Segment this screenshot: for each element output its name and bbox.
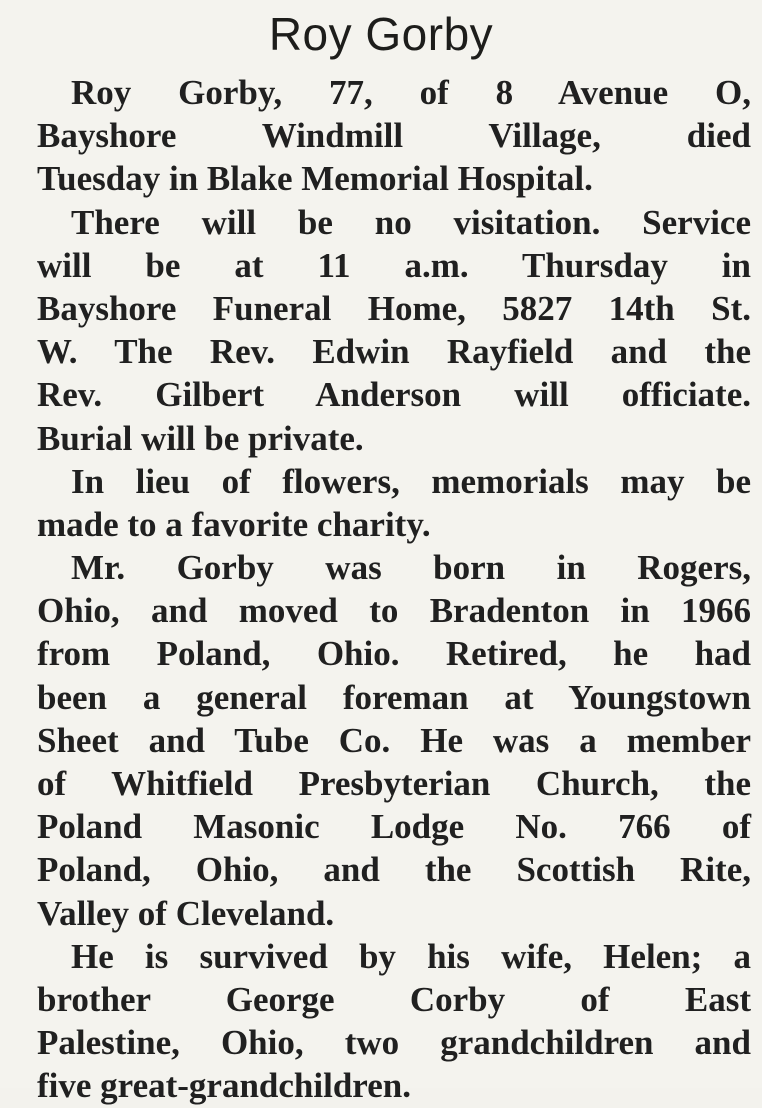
paragraph-memorials — [37, 460, 751, 546]
text-line: Ohio, and moved to Bradenton in 1966 — [37, 591, 751, 631]
paragraph-survivors — [37, 935, 751, 1108]
text-line: five great-grandchildren. — [37, 1066, 411, 1106]
paragraph-death-notice — [37, 71, 751, 201]
text-line: Poland Masonic Lodge No. 766 of — [37, 807, 751, 847]
text-line: Sheet and Tube Co. He was a member — [37, 720, 751, 760]
text-line: Roy Gorby, 77, of 8 Avenue O, — [71, 73, 751, 112]
text-line: Poland, Ohio, and the Scottish Rite, — [37, 850, 751, 890]
paragraph-biography — [37, 546, 751, 935]
text-line: Valley of Cleveland. — [37, 893, 335, 933]
text-line: There will be no visitation. Service — [71, 202, 751, 242]
text-line: will be at 11 a.m. Thursday in — [37, 245, 751, 285]
text-line: Palestine, Ohio, two grandchildren and — [37, 1023, 751, 1063]
text-line: W. The Rev. Edwin Rayfield and the — [37, 332, 751, 372]
text-line: from Poland, Ohio. Retired, he had — [37, 634, 751, 674]
text-line: Bayshore Windmill Village, died — [37, 116, 751, 156]
text-line: Mr. Gorby was born in Rogers, — [71, 548, 751, 588]
text-line: Tuesday in Blake Memorial Hospital. — [37, 159, 593, 199]
text-line: of Whitfield Presbyterian Church, the — [37, 764, 751, 803]
obituary-headline: Roy Gorby — [268, 8, 494, 60]
text-line: Burial will be private. — [37, 418, 364, 458]
text-line: Bayshore Funeral Home, 5827 14th St. — [37, 288, 751, 328]
text-line: been a general foreman at Youngstown — [37, 677, 751, 717]
text-line: Rev. Gilbert Anderson will officiate. — [37, 375, 751, 415]
paragraph-service — [37, 201, 751, 460]
text-line: In lieu of flowers, memorials may be — [71, 461, 751, 501]
text-line: He is survived by his wife, Helen; a — [71, 936, 751, 976]
text-line: brother George Corby of East — [37, 979, 751, 1019]
obituary-body — [37, 71, 751, 1108]
text-line: made to a favorite charity. — [37, 504, 431, 544]
